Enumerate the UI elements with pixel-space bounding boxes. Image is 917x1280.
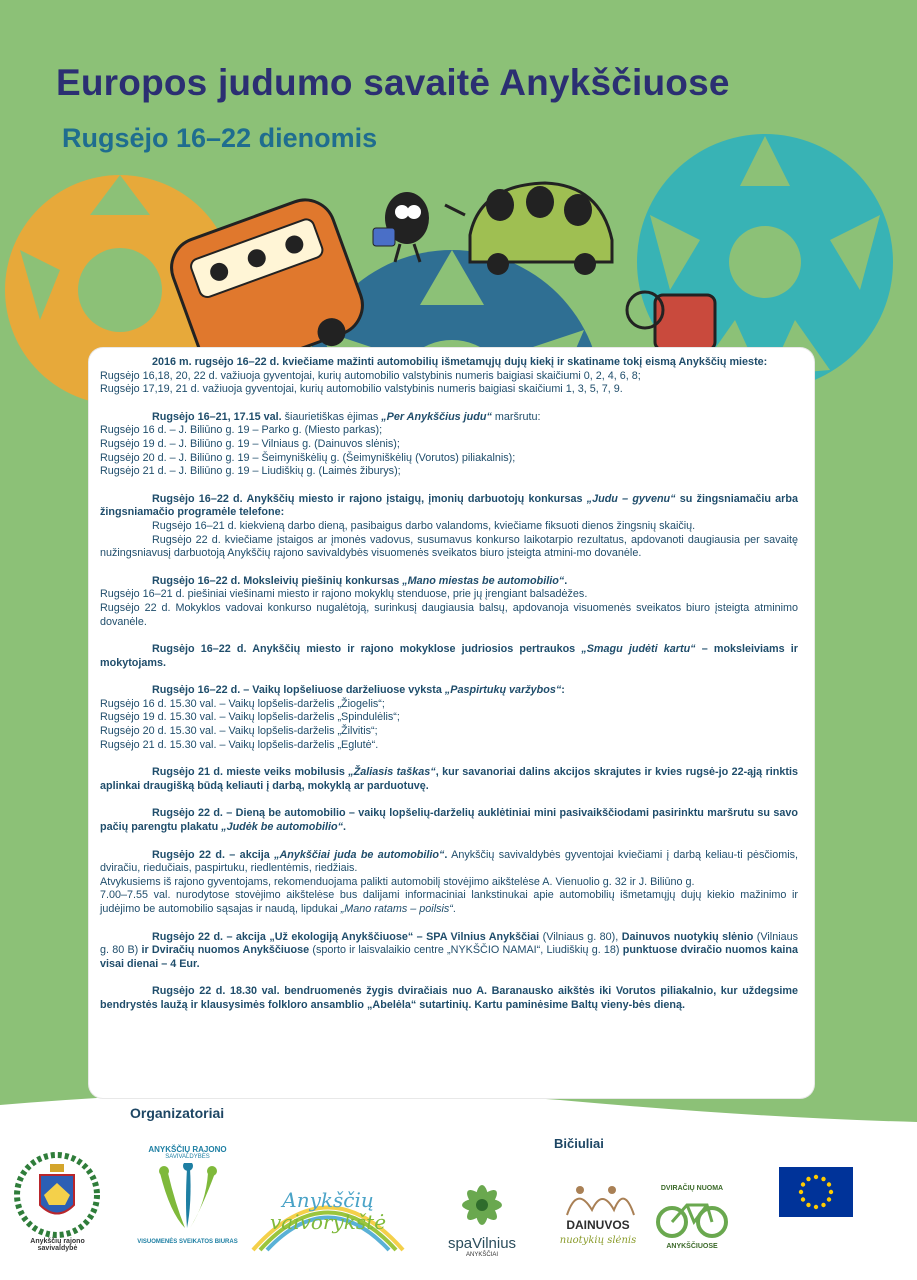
dainuva-logo <box>552 1180 644 1260</box>
section-hike <box>100 985 798 1012</box>
bicycle-icon <box>652 1195 732 1240</box>
breaks-heading: Rugsėjo 16–22 d. Anykščių miesto ir rajono mokyklose judriosios pertraukos „Smagu judėti kartu“ – moksleiviams ir mokytojams. <box>100 643 798 669</box>
action-detail: 7.00–7.55 val. nurodytose stovėjimo aikštelėse bus dalijami informaciniai lankstinukai apie automobilių išmetamųjų dujų kiekio mažinimo ir judėjimo be automobilio sąsajas ir naudą, lipdukai „Mano ratams – poilsis“. <box>100 889 798 915</box>
coat-of-arms-icon <box>10 1150 105 1240</box>
drawing-detail: Rugsėjo 16–21 d. piešiniai viešinami miesto ir rajono mokyklų stenduose, prie jų įrengiant balsadėžes. <box>100 588 588 601</box>
section-eco <box>100 931 798 972</box>
rainbow-logo <box>248 1170 408 1255</box>
drawing-heading: Rugsėjo 16–22 d. Moksleivių piešinių konkursas „Mano miestas be automobilio“. <box>152 574 568 587</box>
eu-flag-icon <box>779 1167 853 1217</box>
health-people-icon <box>140 1163 235 1238</box>
eu-star-icon <box>821 1203 825 1207</box>
eu-star-icon <box>814 1175 818 1179</box>
page-title: Europos judumo savaitė Anykščiuose <box>56 62 730 103</box>
section-scooters <box>100 684 798 752</box>
dainuva-name: DAINUVOS <box>566 1218 630 1232</box>
section-action <box>100 849 798 917</box>
event-program <box>100 356 798 1027</box>
walk-route: Rugsėjo 19 d. – J. Biliūno g. 19 – Vilniaus g. (Dainuvos slėnis); <box>100 437 400 450</box>
section-breaks <box>100 643 798 670</box>
dainuva-subtitle: nuotykių slėnis <box>559 1235 637 1246</box>
organizers-label: Organizatoriai <box>130 1105 225 1121</box>
eu-star-icon <box>827 1182 831 1186</box>
spa-name: spaVilnius <box>447 1235 517 1252</box>
eu-star-icon <box>799 1190 803 1194</box>
scooters-event: Rugsėjo 21 d. 15.30 val. – Vaikų lopšelis-darželis „Eglutė“. <box>100 738 379 751</box>
eu-star-icon <box>827 1197 831 1201</box>
section-walk <box>100 411 798 479</box>
action-detail: Atvykusiems iš rajono gyventojams, rekomenduojama palikti automobilį stovėjimo aikštelėse A. Vienuolio g. 32 ir J. Biliūno g. <box>100 875 695 888</box>
eu-star-icon <box>806 1203 810 1207</box>
section-intro <box>100 356 798 397</box>
eu-star-icon <box>801 1182 805 1186</box>
hike-text: Rugsėjo 22 d. 18.30 val. bendruomenės žygis dviračiais nuo A. Baranausko aikštės iki Vorutos piliakalnio, kur uždegsime bendrystės laužą ir klausysimės folkloro ansamblio „Abelėla“ sutartinių. Kartu paminėsime Baltų vieny-bės dieną. <box>100 985 798 1011</box>
dainuva-figures-icon <box>552 1180 644 1218</box>
intro-line: Rugsėjo 16,18, 20, 22 d. važiuoja gyventojai, kurių automobilio valstybinis numeris baigiasi skaičiumi 0, 2, 4, 6, 8; <box>100 369 641 382</box>
eco-text: Rugsėjo 22 d. – akcija „Už ekologiją Anykščiuose“ – SPA Vilnius Anykščiai (Vilniaus g. 80), Dainuvos nuotykių slėnio (Vilniaus g. 80 B) ir Dviračių nuomos Anykščiuose (sporto ir laisvalaikio centre „NYKŠČIO NAMAI“, Liudiškių g. 18) punktuose dviračio nuomos kaina visai dienai – 4 Eur. <box>100 930 798 970</box>
flower-icon <box>432 1175 532 1235</box>
page-subtitle: Rugsėjo 16–22 dienomis <box>62 123 378 153</box>
rainbow-title-1: Anykščių <box>282 1188 374 1212</box>
no-car-day-text: Rugsėjo 22 d. – Dieną be automobilio – vaikų lopšelių-darželių auklėtiniai mini pasivaikščiodami pasirinktu maršrutu su savo pačių parengtu plakatu „Judėk be automobilio“. <box>100 807 798 834</box>
steps-detail: Rugsėjo 16–21 d. kiekvieną darbo dieną, pasibaigus darbo valandoms, kviečiame fiksuoti dienos žingsnių skaičių. <box>152 519 696 532</box>
walk-route: Rugsėjo 20 d. – J. Biliūno g. 19 – Šeimyniškėlių g. (Šeimyniškėlių (Vorutos) piliakalnis); <box>100 451 516 464</box>
scooters-heading: Rugsėjo 16–22 d. – Vaikų lopšeliuose darželiuose vyksta „Paspirtukų varžybos“: <box>152 684 565 697</box>
walk-heading: Rugsėjo 16–21, 17.15 val. šiaurietiškas ėjimas „Per Anykščius judu“ maršrutu: <box>152 410 541 423</box>
eu-star-icon <box>814 1205 818 1209</box>
walk-route: Rugsėjo 21 d. – J. Biliūno g. 19 – Liudiškių g. (Laimės žiburys); <box>100 465 401 478</box>
municipality-logo <box>10 1150 105 1260</box>
intro-heading: 2016 m. rugsėjo 16–22 d. kviečiame mažinti automobilių išmetamųjų dujų kiekį ir skatiname tokį eismą Anykščių mieste: <box>152 356 768 368</box>
municipality-caption: Anykščių rajono savivaldybė <box>30 1238 85 1252</box>
section-green-point <box>100 766 798 793</box>
intro-line: Rugsėjo 17,19, 21 d. važiuoja gyventojai, kurių automobilio valstybinis numeris baigiasi skaičiumi 1, 3, 5, 7, 9. <box>100 383 623 396</box>
green-point-text: Rugsėjo 21 d. mieste veiks mobilusis „Žaliasis taškas“, kur savanoriai dalins akcijos skrajutes ir kvies rugsė-jo 22-ąją rinktis aplinkai draugišką būdą keliauti į darbą, mokyklą ar parduotuvę. <box>100 766 798 792</box>
spa-vilnius-logo: spaVilnius ANYKŠČIAI <box>432 1175 532 1260</box>
walk-route: Rugsėjo 16 d. – J. Biliūno g. 19 – Parko g. (Miesto parkas); <box>100 424 383 437</box>
friends-label: Bičiuliai <box>554 1136 604 1151</box>
eu-flag-logo <box>779 1167 853 1217</box>
section-no-car-day <box>100 807 798 834</box>
steps-heading: Rugsėjo 16–22 d. Anykščių miesto ir rajono įstaigų, įmonių darbuotojų konkursas „Judu – gyvenu“ su žingsniamačiu arba žingsniamačio programėle telefone: <box>100 492 798 519</box>
eu-star-icon <box>829 1190 833 1194</box>
scooters-event: Rugsėjo 16 d. 15.30 val. – Vaikų lopšelis-darželis „Žiogelis“; <box>100 697 385 710</box>
bike-rental-logo: DVIRAČIŲ NUOMA ANYKŠČIUOSE <box>652 1185 732 1260</box>
drawing-detail: Rugsėjo 22 d. Mokyklos vadovai konkurso nugalėtoją, surinkusį daugiausia balsų, apdovanoja visuomenės sveikatos biuro įsteigta atminimo dovanėle. <box>100 601 798 628</box>
health-bureau-logo: ANYKŠČIŲ RAJONO SAVIVALDYBĖS VISUOMENĖS SVEIKATOS BIURAS <box>137 1145 238 1245</box>
section-steps <box>100 493 798 561</box>
section-drawing <box>100 575 798 629</box>
steps-detail: Rugsėjo 22 d. kviečiame įstaigos ar įmonės vadovus, susumavus konkurso laikotarpio rezultatus, apdovanoti daugiausia per savaitę nužingsniavusį darbuotoją Anykščių rajono savivaldybės visuomenės sveikatos biuro įsteigta atmini-mo dovanėle. <box>100 533 798 560</box>
scooters-event: Rugsėjo 19 d. 15.30 val. – Vaikų lopšelis-darželis „Spindulėlis“; <box>100 711 400 724</box>
eu-star-icon <box>806 1177 810 1181</box>
rainbow-title-2: vaivorykštė <box>269 1210 387 1234</box>
eu-star-icon <box>801 1197 805 1201</box>
eu-star-icon <box>821 1177 825 1181</box>
action-heading: Rugsėjo 22 d. – akcija „Anykščiai juda be automobilio“. Anykščių savivaldybės gyventojai kviečiami į darbą keliau-ti pėsčiomis, dviračiu, riedučiais, paspirtuku, riedlentėmis, riedžiais. <box>100 848 798 875</box>
scooters-event: Rugsėjo 20 d. 15.30 val. – Vaikų lopšelis-darželis „Žilvitis“; <box>100 725 378 738</box>
